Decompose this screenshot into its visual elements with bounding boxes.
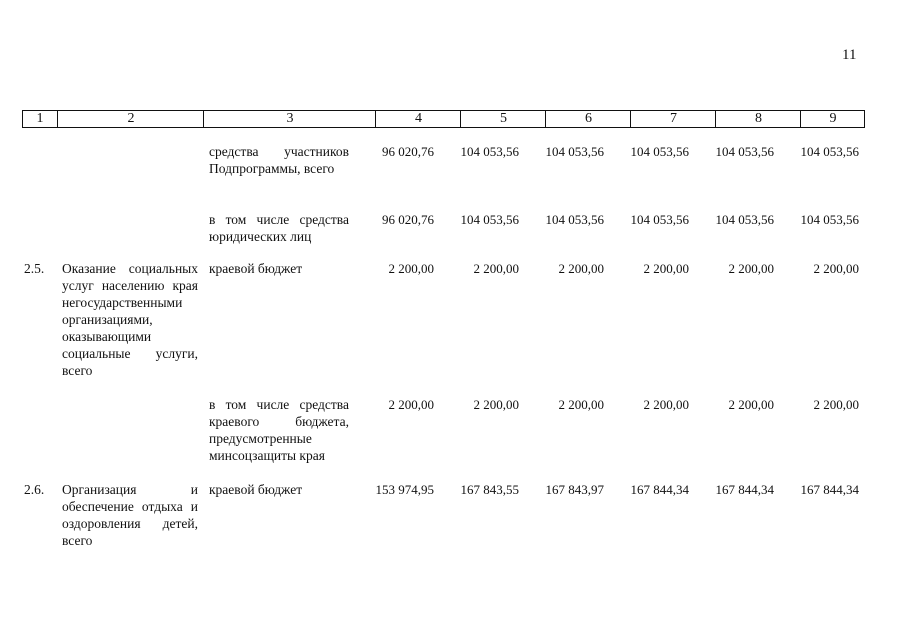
value-col-5: 104 053,56 [460, 144, 519, 159]
value-col-9: 167 844,34 [800, 482, 859, 497]
value-col-6: 104 053,56 [545, 212, 604, 227]
value-col-7: 104 053,56 [630, 144, 689, 159]
measure-name: Организация и обеспечение отдыха и оздоровления детей, всего [62, 482, 198, 548]
value-col-9: 104 053,56 [800, 144, 859, 159]
value-col-4: 153 974,95 [375, 482, 434, 497]
funding-source: краевой бюджет [209, 261, 303, 276]
value-col-4: 2 200,00 [388, 397, 434, 412]
page-number: 11 [842, 47, 857, 63]
value-col-4: 96 020,76 [382, 212, 434, 227]
header-cell: 3 [203, 111, 376, 127]
value-col-7: 2 200,00 [643, 397, 689, 412]
value-col-8: 104 053,56 [715, 144, 774, 159]
header-cell: 2 [57, 111, 204, 127]
value-col-4: 96 020,76 [382, 144, 434, 159]
header-cell: 1 [36, 111, 44, 126]
value-col-7: 2 200,00 [643, 261, 689, 276]
value-col-7: 167 844,34 [630, 482, 689, 497]
funding-source: краевой бюджет [209, 482, 303, 497]
header-cell: 9 [800, 111, 865, 127]
value-col-5: 2 200,00 [473, 397, 519, 412]
row-number: 2.5. [24, 261, 45, 276]
funding-source: в том числе средства краевого бюджета, предусмотренные минсоцзащиты края [209, 397, 349, 463]
header-cell: 7 [630, 111, 716, 127]
value-col-6: 104 053,56 [545, 144, 604, 159]
value-col-6: 2 200,00 [558, 261, 604, 276]
value-col-8: 2 200,00 [728, 261, 774, 276]
value-col-5: 104 053,56 [460, 212, 519, 227]
value-col-8: 167 844,34 [715, 482, 774, 497]
value-col-9: 2 200,00 [813, 261, 859, 276]
value-col-7: 104 053,56 [630, 212, 689, 227]
value-col-5: 167 843,55 [460, 482, 519, 497]
header-cell: 4 [375, 111, 461, 127]
value-col-9: 2 200,00 [813, 397, 859, 412]
header-cell: 8 [715, 111, 801, 127]
header-cell: 5 [460, 111, 546, 127]
value-col-6: 2 200,00 [558, 397, 604, 412]
header-cell: 6 [545, 111, 631, 127]
value-col-4: 2 200,00 [388, 261, 434, 276]
row-number: 2.6. [24, 482, 45, 497]
funding-source: средства участников Подпрограммы, всего [209, 144, 349, 176]
funding-source: в том числе средства юридических лиц [209, 212, 349, 244]
table-header-row [22, 110, 865, 128]
value-col-6: 167 843,97 [545, 482, 604, 497]
value-col-5: 2 200,00 [473, 261, 519, 276]
value-col-8: 2 200,00 [728, 397, 774, 412]
value-col-9: 104 053,56 [800, 212, 859, 227]
value-col-8: 104 053,56 [715, 212, 774, 227]
measure-name: Оказание социальных услуг населению края негосударственными организациями, оказывающими социальные услуги, всего [62, 261, 198, 378]
